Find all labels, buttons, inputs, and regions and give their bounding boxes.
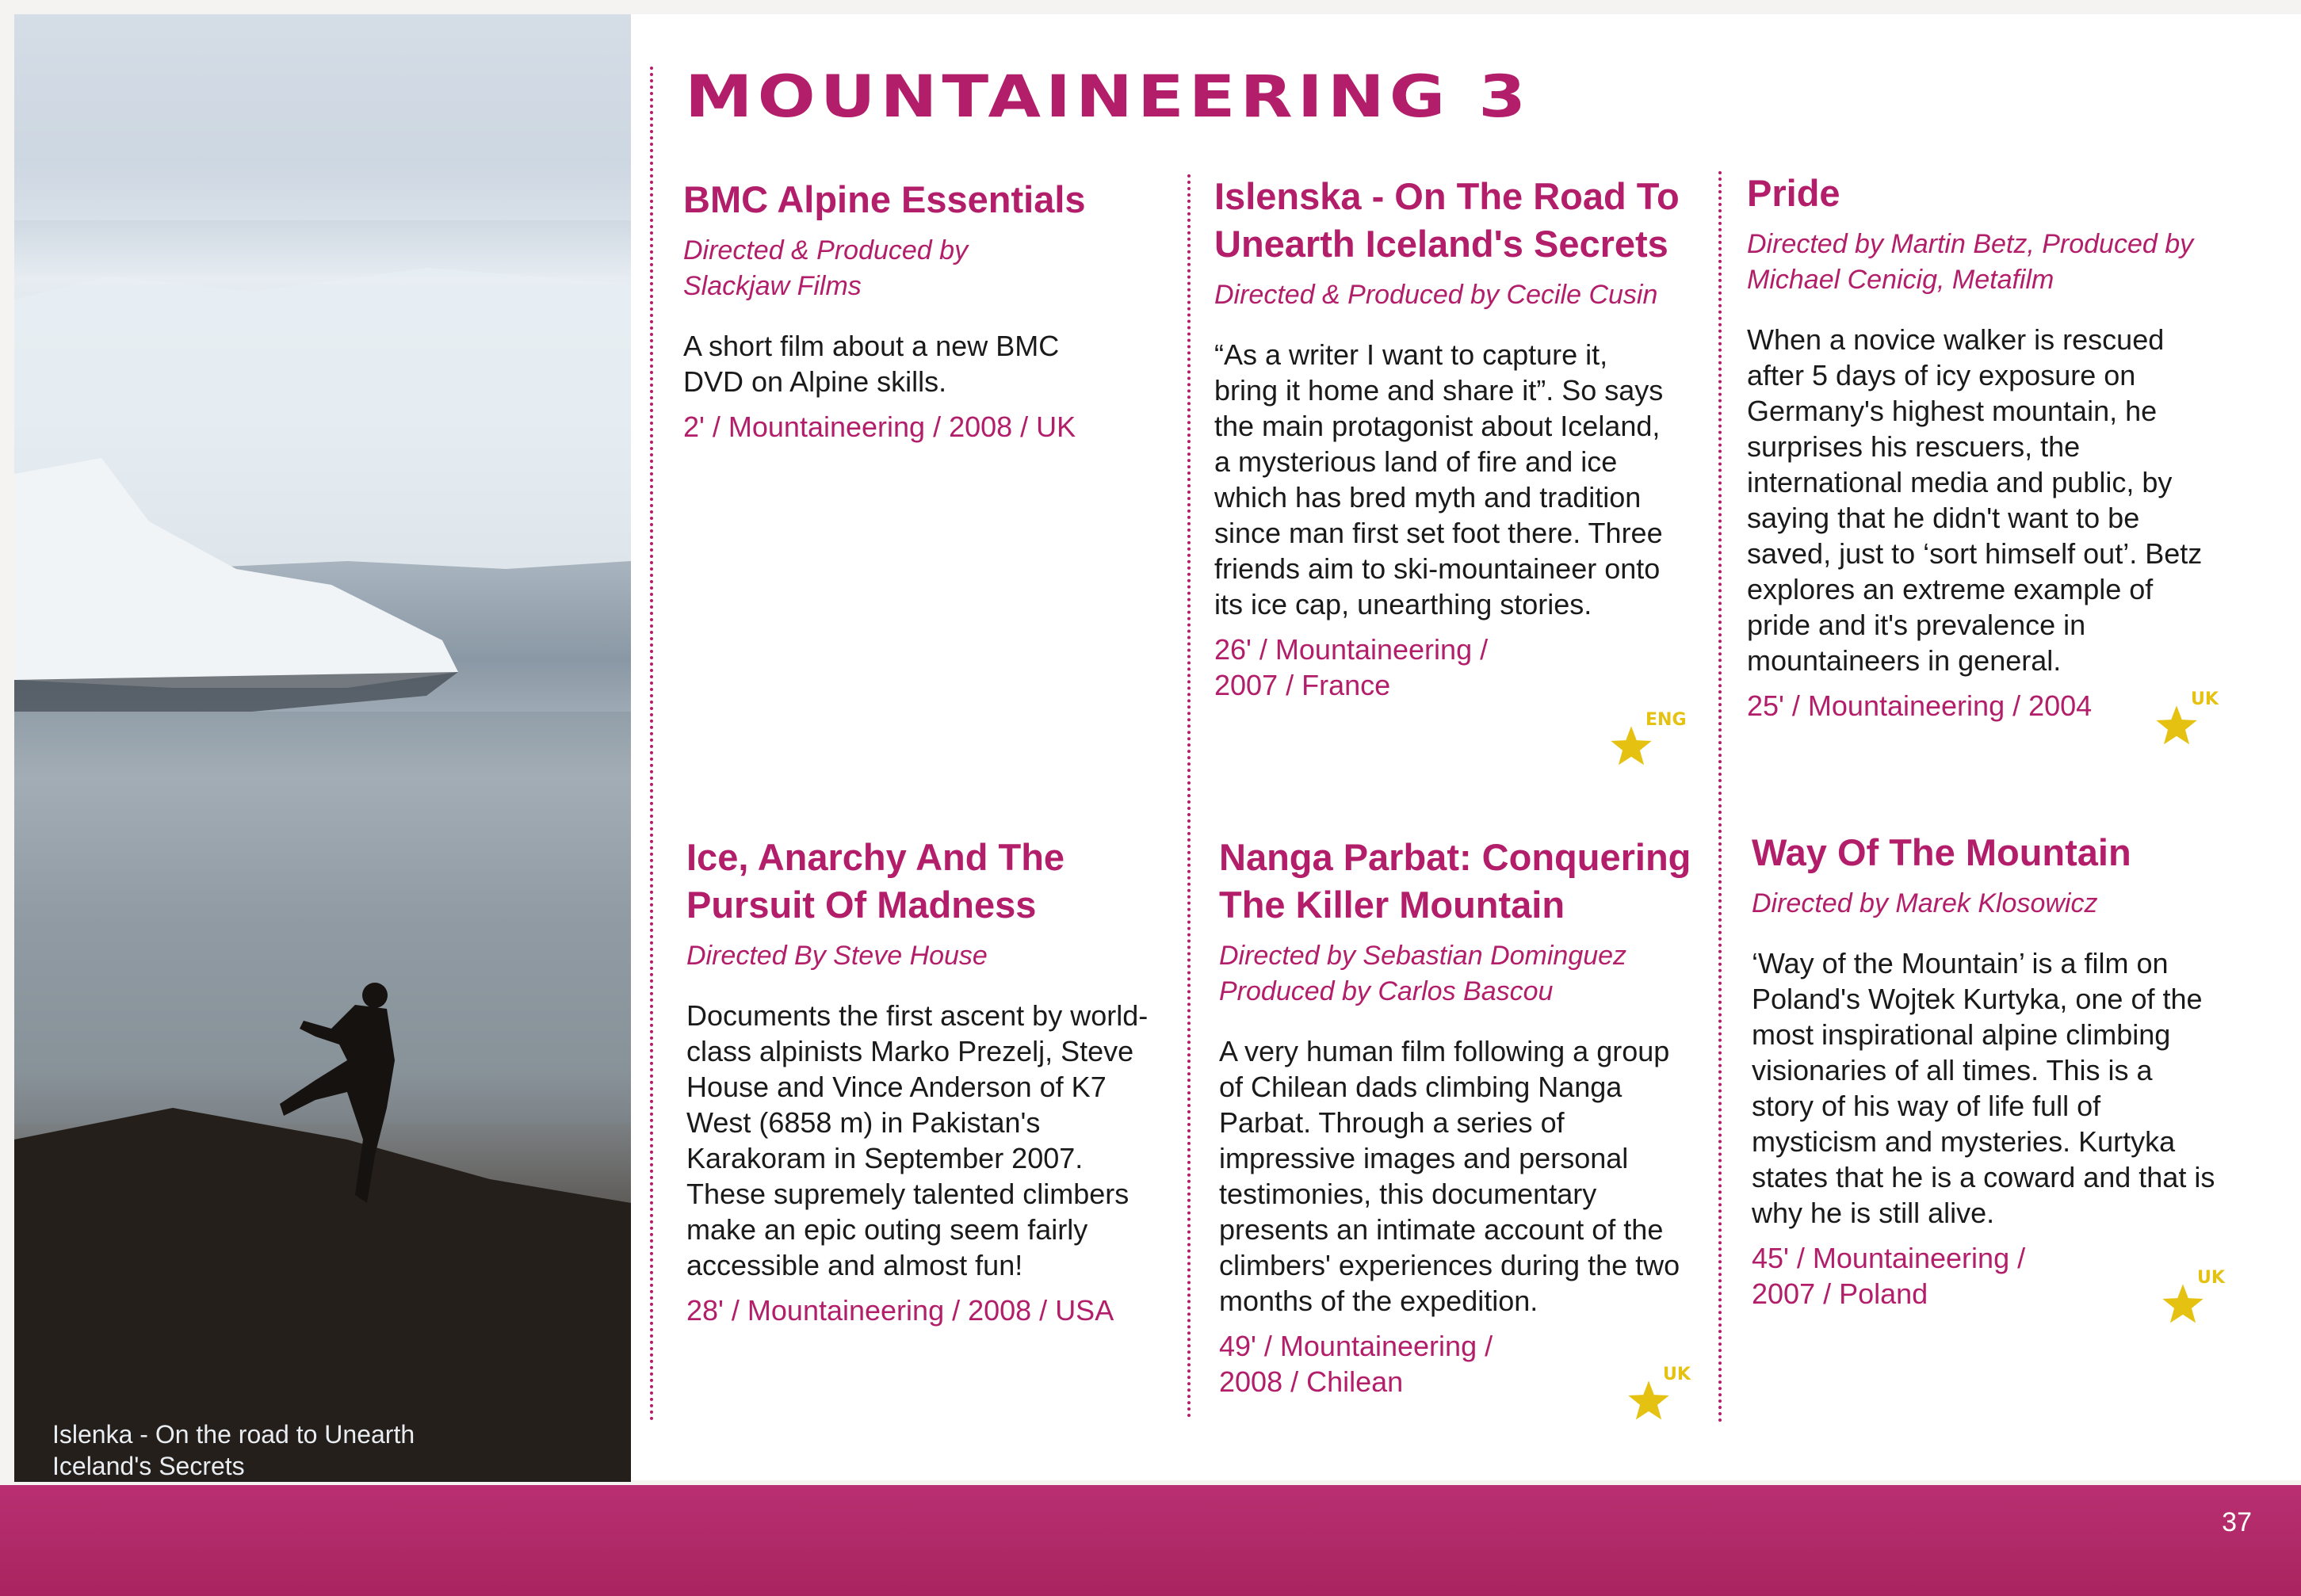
film-description: A very human film following a group of Chilean dads climbing Nanga Parbat. Through a series of impressive images and personal testimonies, this documentary presents an intimate account of the climbers' experiences during the two months of the expedition. [1219, 1035, 1680, 1317]
glacier-photo [14, 14, 631, 1482]
column-divider [650, 67, 653, 1422]
eng-badge [1609, 710, 1696, 773]
uk-badge [2161, 1268, 2248, 1331]
film-meta: 45' / Mountaineering / 2007 / Poland [1752, 1242, 2026, 1310]
film-entry [686, 834, 1170, 1328]
film-meta: 49' / Mountaineering / 2008 / Chilean [1219, 1330, 1493, 1398]
film-credit: Directed by Sebastian Dominguez Produced by Carlos Bascou [1219, 941, 1627, 1006]
uk-badge [1626, 1365, 1714, 1428]
film-description: When a novice walker is rescued after 5 days of icy exposure on Germany's highest mountain, he surprises his rescuers, the international media and public, by saying that he didn't want to be saved, just to ‘sort himself out’. Betz explores an extreme example of pride and it's prevalence in mountaineers in general. [1747, 323, 2203, 677]
column-divider [1718, 171, 1722, 1423]
badge-label: UK [1663, 1365, 1691, 1384]
film-credit: Directed by Marek Klosowicz [1752, 888, 2098, 918]
film-entry [1214, 173, 1690, 703]
column-divider [1187, 174, 1191, 1418]
badge-label: UK [2191, 689, 2219, 709]
star-icon [1609, 724, 1653, 769]
film-meta: 28' / Mountaineering / 2008 / USA [686, 1294, 1114, 1327]
film-title: Islenska - On The Road To Unearth Iceland's Secrets [1214, 175, 1680, 265]
footer-band [0, 1485, 2301, 1596]
film-entry [1747, 170, 2230, 724]
glacier-scene [14, 14, 631, 1482]
film-credit: Directed By Steve House [686, 941, 988, 971]
film-description: “As a writer I want to capture it, bring it home and share it”. So says the main protagonist about Iceland, a mysterious land of fire and ice which has bred myth and tradition since man first set foot there. Three friends aim to ski-mountaineer onto its ice cap, unearthing stories. [1214, 338, 1664, 620]
badge-label: UK [2197, 1268, 2225, 1288]
film-meta: 26' / Mountaineering / 2007 / France [1214, 633, 1489, 701]
film-description: A short film about a new BMC DVD on Alpine skills. [683, 330, 1060, 398]
film-entry [1219, 834, 1695, 1399]
film-title: Way Of The Mountain [1752, 831, 2131, 873]
film-description: ‘Way of the Mountain’ is a film on Poland's Wojtek Kurtyka, one of the most inspirational alpine climbing visionaries of all times. This is a story of his way of life full of mysticism and mysteries. Kurtyka states that he is a coward and that is why he is still alive. [1752, 947, 2215, 1229]
film-credit: Directed by Martin Betz, Produced by Michael Cenicig, Metafilm [1747, 229, 2194, 295]
star-icon [2154, 704, 2199, 748]
film-meta: 25' / Mountaineering / 2004 [1747, 689, 2093, 722]
film-title: Pride [1747, 172, 1840, 214]
film-meta: 2' / Mountaineering / 2008 / UK [683, 410, 1076, 443]
photo-caption: Islenka - On the road to Unearth Iceland's Secrets [52, 1420, 415, 1480]
film-credit: Directed & Produced by Slackjaw Films [683, 235, 969, 301]
badge-label: ENG [1645, 710, 1687, 730]
film-title: BMC Alpine Essentials [683, 178, 1086, 220]
page-number: 37 [2222, 1507, 2252, 1537]
film-entry [683, 176, 1167, 445]
film-credit: Directed & Produced by Cecile Cusin [1214, 280, 1658, 310]
film-description: Documents the first ascent by world-class alpinists Marko Prezelj, Steve House and Vince Anderson of K7 West (6858 m) in Pakistan's Karakoram in September 2007. These supremely talented climbers make an epic outing seem fairly accessible and almost fun! [686, 999, 1149, 1281]
uk-badge [2154, 689, 2242, 753]
film-entry [1752, 829, 2235, 1312]
page-title: MOUNTAINEERING 3 [685, 63, 1531, 131]
star-icon [1626, 1379, 1671, 1423]
film-title: Ice, Anarchy And The Pursuit Of Madness [686, 836, 1065, 926]
film-title: Nanga Parbat: Conquering The Killer Mountain [1219, 836, 1691, 926]
star-icon [2161, 1282, 2205, 1327]
